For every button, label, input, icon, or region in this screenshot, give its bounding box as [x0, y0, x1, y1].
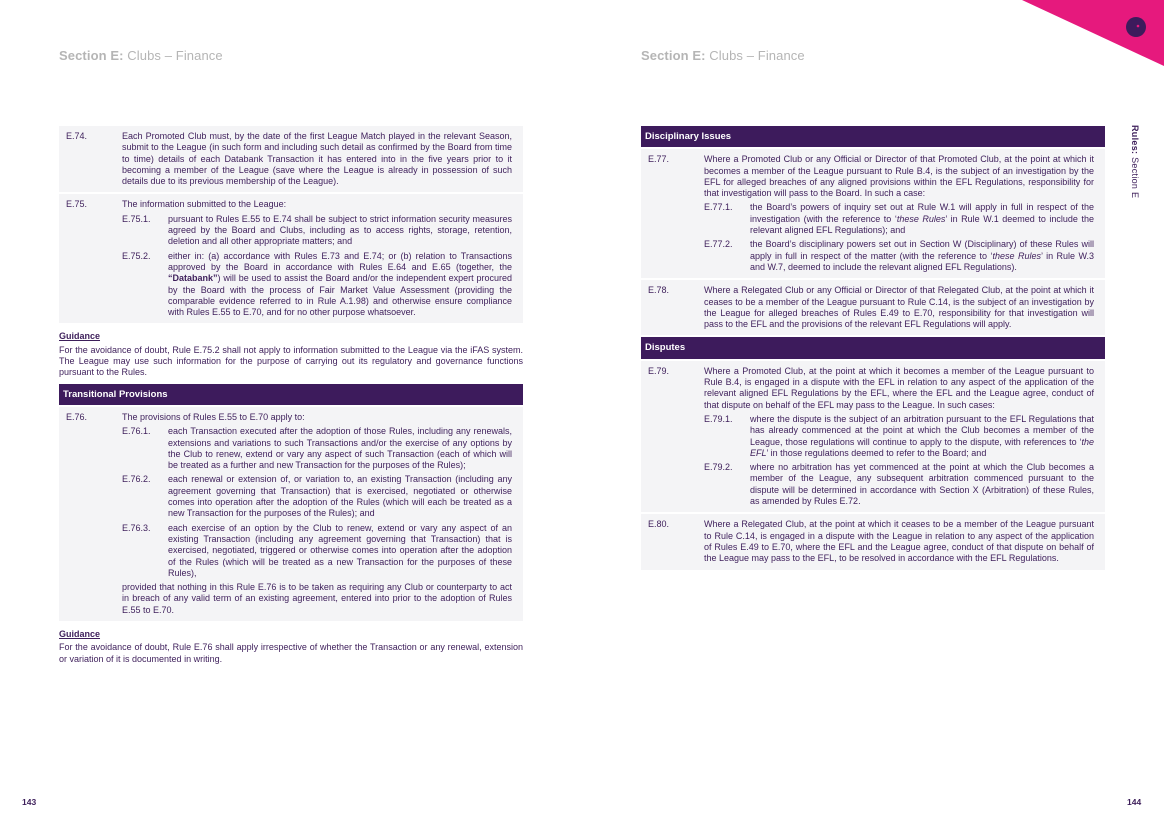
corner-banner	[1022, 0, 1164, 70]
subrule-e77-2: E.77.2. the Board’s disciplinary powers set out in Section W (Disciplinary) of these Rules will apply in full in respect of the matter (with the reference to ‘these Rules’ in Rule W.3 and W.7, deemed to include the relevant aligned EFL Regulations).	[704, 239, 1094, 272]
guidance-text: For the avoidance of doubt, Rule E.76 shall apply irrespective of whether the Transaction or any renewal, extension or variation of it is documented in writing.	[59, 642, 523, 664]
subrule-e77-1: E.77.1. the Board’s powers of inquiry set out at Rule W.1 will apply in full in respect of the investigation (with the reference to ‘these Rules’ in Rule W.1 deemed to include the relevant aligned EFL Regulations); and	[704, 202, 1095, 236]
rule-number: E.75.	[66, 199, 88, 210]
rule-body	[122, 412, 512, 616]
defined-term: “Databank”	[168, 273, 218, 284]
subrule-e79-1: E.79.1. where the dispute is the subject of an arbitration pursuant to the EFL Regulations that has already commenced at the point at which the Club becomes a member of the League, those regulations will continue to apply to the dispute, with references to ‘the EFL’ in those regulations deemed to refer to the Board; and	[704, 413, 1094, 458]
guidance-heading: Guidance	[59, 331, 101, 342]
subrule-e79-2: E.79.2. where no arbitration has yet commenced at the point at which the Club becomes a member of the League, any subsequent arbitration commenced pursuant to the dispute will be determined in accordance with Section X (Arbitration) of these Rules, as amended by Rules E.72.	[704, 462, 1094, 507]
rule-number: E.80.	[648, 519, 670, 530]
subrule-e75-2: E.75.2. either in: (a) accordance with Rules E.73 and E.74; or (b) relation to Transactions approved by the Board in accordance with Rules E.64 and E.65 (together, the “Databank”) will be used to assist the Board and/or the independent expert procured by the Board with the process of Fair Market Value Assessment (providing the comparable evidence referred to in Rule A.1.98) and otherwise ensure compliance with Rules E.55 to E.70, and for no other purpose whatsoever.	[122, 250, 512, 318]
rule-intro: The provisions of Rules E.55 to E.70 apply to:	[122, 411, 305, 422]
rule-e80	[641, 514, 1105, 569]
rule-e77	[641, 149, 1105, 278]
section-title: Clubs – Finance	[123, 48, 223, 63]
rule-e78	[641, 280, 1105, 335]
lion-crest-icon	[1126, 17, 1146, 37]
section-label: Section E:	[641, 48, 706, 63]
guidance-heading: Guidance	[59, 628, 101, 639]
rule-e74	[59, 126, 523, 192]
rule-intro: Where a Promoted Club, at the point at which it becomes a member of the League pursuant to Rule B.4, is engaged in a dispute with the EFL in relation to any aspect of the application of the relevant aligned EFL Regulations by the EFL, where the EFL and the League agree, conduct of that dispute on behalf of the EFL may pass to the League. In such cases:	[704, 365, 1094, 410]
rule-text: Where a Relegated Club or any Official or Director of that Relegated Club, at the point at which it ceases to be a member of the League pursuant to Rule C.14, is the subject of an investigation by the League for alleged breaches of Rules E.49 to E.70, responsibility for that investigation will pass to the EFL and the provisions of the relevant EFL Regulations will apply.	[704, 285, 1094, 330]
section-title: Clubs – Finance	[705, 48, 805, 63]
rule-proviso: provided that nothing in this Rule E.76 is to be taken as requiring any Club or counterparty to act in breach of any valid term of an existing agreement, entered into prior to the adoption of Rules E.55 to E.70.	[122, 582, 512, 615]
rule-body	[704, 366, 1094, 508]
rule-e75	[59, 194, 523, 323]
page-header-left	[59, 48, 223, 63]
section-bar-disputes: Disputes	[641, 337, 1105, 358]
left-column	[59, 126, 523, 674]
side-tab: Rules: Section E	[1130, 125, 1140, 199]
guidance-text: For the avoidance of doubt, Rule E.75.2 shall not apply to information submitted to the League via the iFAS system. The League may use such information for the purpose of carrying out its regulatory and governance functions pursuant to the Rules.	[59, 344, 523, 378]
rule-body	[704, 154, 1094, 273]
section-bar-disciplinary: Disciplinary Issues	[641, 126, 1105, 147]
right-column	[641, 126, 1105, 572]
subrule-e76-3: E.76.3. each exercise of an option by the Club to renew, extend or vary any aspect of an existing Transaction (including any agreement governing that Transaction) that is exercised, negotiated, triggered or otherwise comes into operation after the adoption of the Rules (which will be treated as a new Transaction for the purposes of these Rules),	[122, 522, 512, 578]
rule-number: E.74.	[66, 131, 88, 141]
page-number-right: 144	[1127, 797, 1142, 807]
subrule-e75-1: E.75.1. pursuant to Rules E.55 to E.74 shall be subject to strict information security measures agreed by the Board and Clubs, including as to access rights, storage, retention, deletion and all other appropriate matters; and	[122, 213, 512, 247]
page-number-left: 143	[22, 797, 37, 807]
rule-number: E.79.	[648, 365, 670, 376]
subrule-e76-2: E.76.2. each renewal or extension of, or variation to, an existing Transaction (including any agreement governing that Transaction) that is exercised, negotiated or otherwise comes into operation after the adoption of the Rules (which will each be treated as a new Transaction for the purposes of the Rules); and	[122, 474, 512, 519]
rule-text: Each Promoted Club must, by the date of the first League Match played in the relevant Season, submit to the League (in such form and including such detail as confirmed by the Board from time to time) details of each Databank Transaction it has entered into in the five years prior to it becoming a member of the League (save where the League is already in possession of such details due to its previous membership of the League).	[122, 131, 512, 187]
rule-number: E.76.	[66, 411, 88, 422]
rule-e79	[641, 361, 1105, 513]
rule-intro: Where a Promoted Club or any Official or Director of that Promoted Club, at the point at which it becomes a member of the League pursuant to Rule B.4, is the subject of an investigation by the EFL for alleged breaches of any aligned provisions within the EFL Regulations, responsibility for that investigation will pass to the Board. In such a case:	[704, 154, 1094, 199]
rule-intro: The information submitted to the League:	[122, 199, 287, 210]
rule-e76	[59, 407, 523, 621]
rule-body	[122, 199, 512, 318]
rule-number: E.78.	[648, 285, 670, 296]
rule-text: Where a Relegated Club, at the point at which it ceases to be a member of the League pursuant to Rule C.14, is engaged in a dispute with the League in relation to any aspect of the application of Rules E.49 to E.70, where the EFL and the League agree, conduct of that dispute on behalf of the League may pass to the EFL, to be resolved in accordance with the EFL Regulations.	[704, 519, 1094, 564]
rule-number: E.77.	[648, 154, 670, 165]
subrule-e76-1: E.76.1. each Transaction executed after the adoption of those Rules, including any renewals, extensions and variations to such Transactions and/or the exercise of any options by the Club to renew, extend or vary any aspect of such Transaction (each of which will be treated as a further and new Transaction for the purposes of the Rules);	[122, 426, 512, 471]
section-label: Section E:	[59, 48, 124, 63]
section-bar-transitional: Transitional Provisions	[59, 384, 523, 405]
page-header-right	[641, 48, 805, 63]
